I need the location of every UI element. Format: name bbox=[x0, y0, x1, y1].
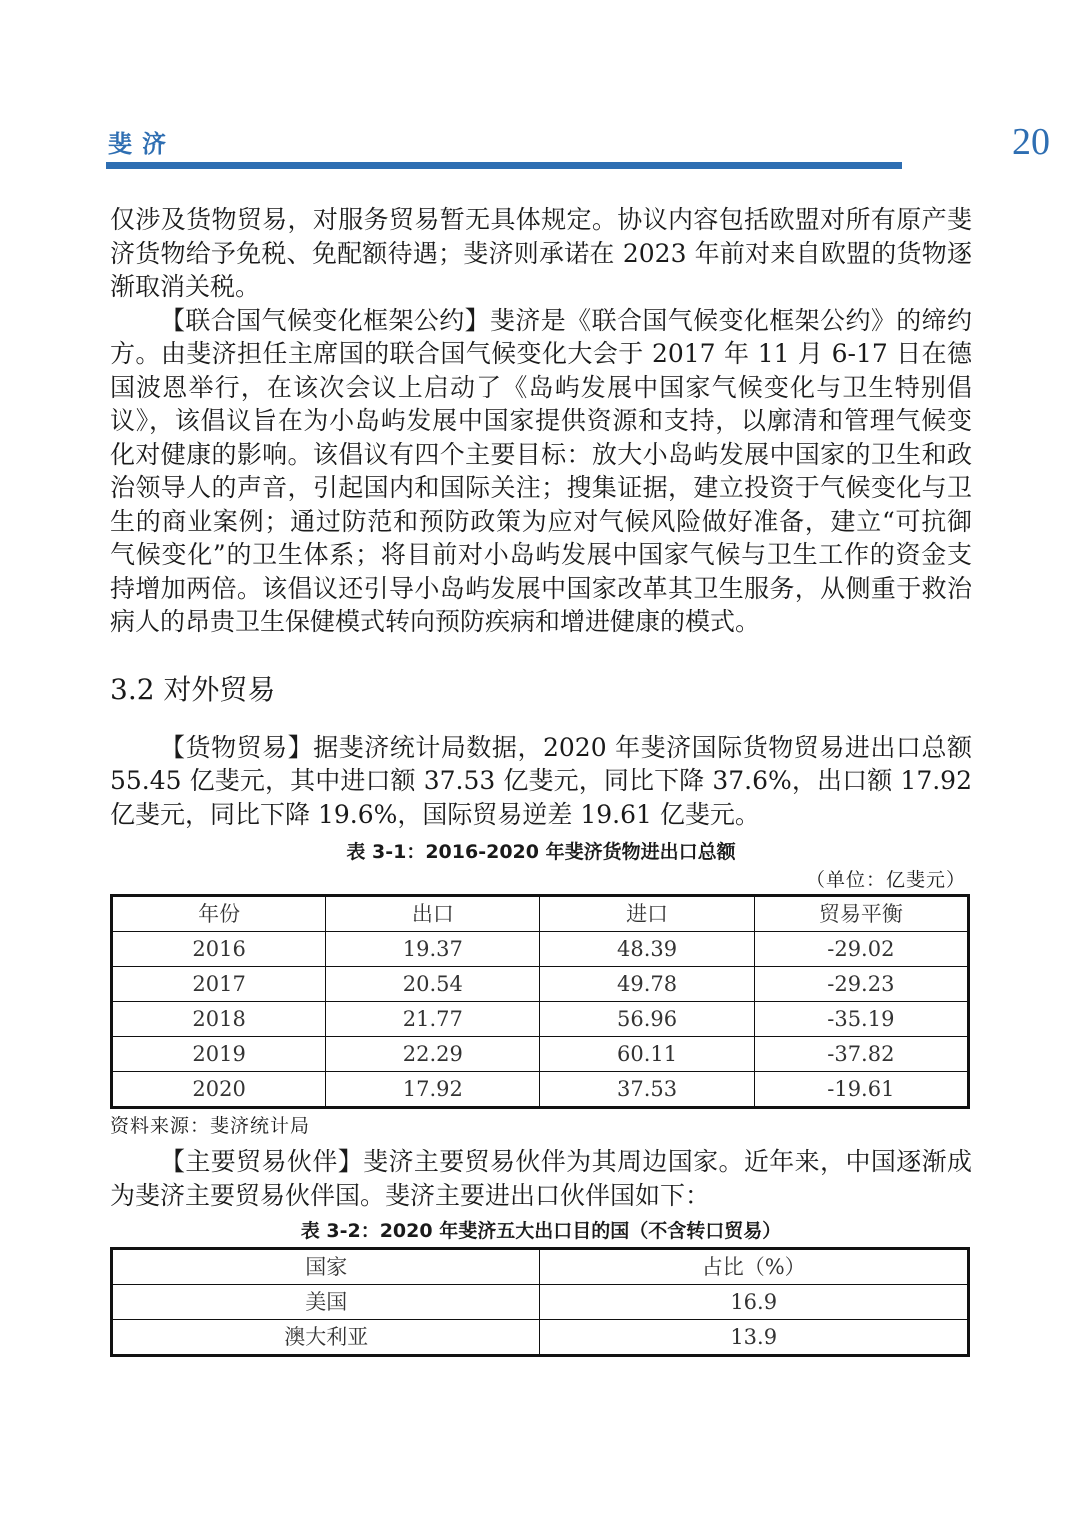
table-cell: 2020 bbox=[112, 1072, 326, 1108]
table-header-cell: 占比（%） bbox=[540, 1249, 969, 1285]
table-cell: 2018 bbox=[112, 1002, 326, 1037]
table-cell: 2019 bbox=[112, 1037, 326, 1072]
table-header-row bbox=[112, 1249, 969, 1285]
table-header-cell: 出口 bbox=[326, 896, 540, 932]
table1-source: 资料来源：斐济统计局 bbox=[110, 1115, 311, 1137]
table-cell: -37.82 bbox=[754, 1037, 968, 1072]
table-header-cell: 国家 bbox=[112, 1249, 540, 1285]
section-heading-foreign-trade: 3.2 对外贸易 bbox=[110, 672, 276, 706]
table-cell: 美国 bbox=[112, 1285, 540, 1320]
running-header-title: 斐济 bbox=[108, 130, 176, 158]
table-cell: -35.19 bbox=[754, 1002, 968, 1037]
table-cell: 60.11 bbox=[540, 1037, 754, 1072]
table-row bbox=[112, 1037, 969, 1072]
table-cell: 48.39 bbox=[540, 932, 754, 967]
table-cell: 2017 bbox=[112, 967, 326, 1002]
table-row bbox=[112, 1285, 969, 1320]
table-row bbox=[112, 1002, 969, 1037]
export-destinations-table bbox=[110, 1247, 970, 1357]
table-cell: -29.23 bbox=[754, 967, 968, 1002]
trade-totals-table bbox=[110, 894, 970, 1109]
table-cell: 37.53 bbox=[540, 1072, 754, 1108]
page-number: 20 bbox=[1012, 121, 1050, 163]
table-cell: 49.78 bbox=[540, 967, 754, 1002]
table-cell: 澳大利亚 bbox=[112, 1320, 540, 1356]
table-cell: 22.29 bbox=[326, 1037, 540, 1072]
table-row bbox=[112, 967, 969, 1002]
table-cell: 17.92 bbox=[326, 1072, 540, 1108]
paragraph-trade-partners: 【主要贸易伙伴】斐济主要贸易伙伴为其周边国家。近年来，中国逐渐成为斐济主要贸易伙伴国。斐济主要进出口伙伴国如下： bbox=[110, 1147, 972, 1210]
table-header-row bbox=[112, 896, 969, 932]
table-header-cell: 贸易平衡 bbox=[754, 896, 968, 932]
table-cell: 21.77 bbox=[326, 1002, 540, 1037]
table-cell: 19.37 bbox=[326, 932, 540, 967]
paragraph-eu-agreement: 仅涉及货物贸易，对服务贸易暂无具体规定。协议内容包括欧盟对所有原产斐济货物给予免税、免配额待遇；斐济则承诺在 2023 年前对来自欧盟的货物逐渐取消关税。 bbox=[110, 205, 972, 301]
table-row bbox=[112, 932, 969, 967]
table2-caption: 表 3-2：2020 年斐济五大出口目的国（不含转口贸易） bbox=[300, 1220, 782, 1242]
table-header-cell: 年份 bbox=[112, 896, 326, 932]
table1-unit: （单位：亿斐元） bbox=[805, 869, 966, 891]
page-body bbox=[110, 203, 972, 1357]
table-row bbox=[112, 1320, 969, 1356]
table-header-cell: 进口 bbox=[540, 896, 754, 932]
table1-caption: 表 3-1：2016-2020 年斐济货物进出口总额 bbox=[346, 841, 736, 863]
table-cell: 2016 bbox=[112, 932, 326, 967]
table-cell: 13.9 bbox=[540, 1320, 969, 1356]
table-cell: 56.96 bbox=[540, 1002, 754, 1037]
paragraph-goods-trade: 【货物贸易】据斐济统计局数据，2020 年斐济国际货物贸易进出口总额 55.45 亿斐元，其中进口额 37.53 亿斐元，同比下降 37.6%，出口额 17.92 亿斐元，同比下降 19.6%，国际贸易逆差 19.61 亿斐元。 bbox=[110, 732, 972, 829]
table-row bbox=[112, 1072, 969, 1108]
table-cell: -29.02 bbox=[754, 932, 968, 967]
header-rule bbox=[106, 162, 902, 169]
table-cell: 20.54 bbox=[326, 967, 540, 1002]
paragraph-climate-convention: 【联合国气候变化框架公约】斐济是《联合国气候变化框架公约》的缔约方。由斐济担任主席国的联合国气候变化大会于 2017 年 11 月 6-17 日在德国波恩举行，在该次会议上启动了《岛屿发展中国家气候变化与卫生特别倡议》，该倡议旨在为小岛屿发展中国家提供资源和支持，以廓清和管理气候变化对健康的影响。该倡议有四个主要目标：放大小岛屿发展中国家的卫生和政治领导人的声音，引起国内和国际关注；搜集证据，建立投资于气候变化与卫生的商业案例；通过防范和预防政策为应对气候风险做好准备，建立“可抗御气候变化”的卫生体系；将目前对小岛屿发展中国家气候与卫生工作的资金支持增加两倍。该倡议还引导小岛屿发展中国家改革其卫生服务，从侧重于救治病人的昂贵卫生保健模式转向预防疾病和增进健康的模式。 bbox=[110, 305, 972, 636]
table-cell: 16.9 bbox=[540, 1285, 969, 1320]
table-cell: -19.61 bbox=[754, 1072, 968, 1108]
